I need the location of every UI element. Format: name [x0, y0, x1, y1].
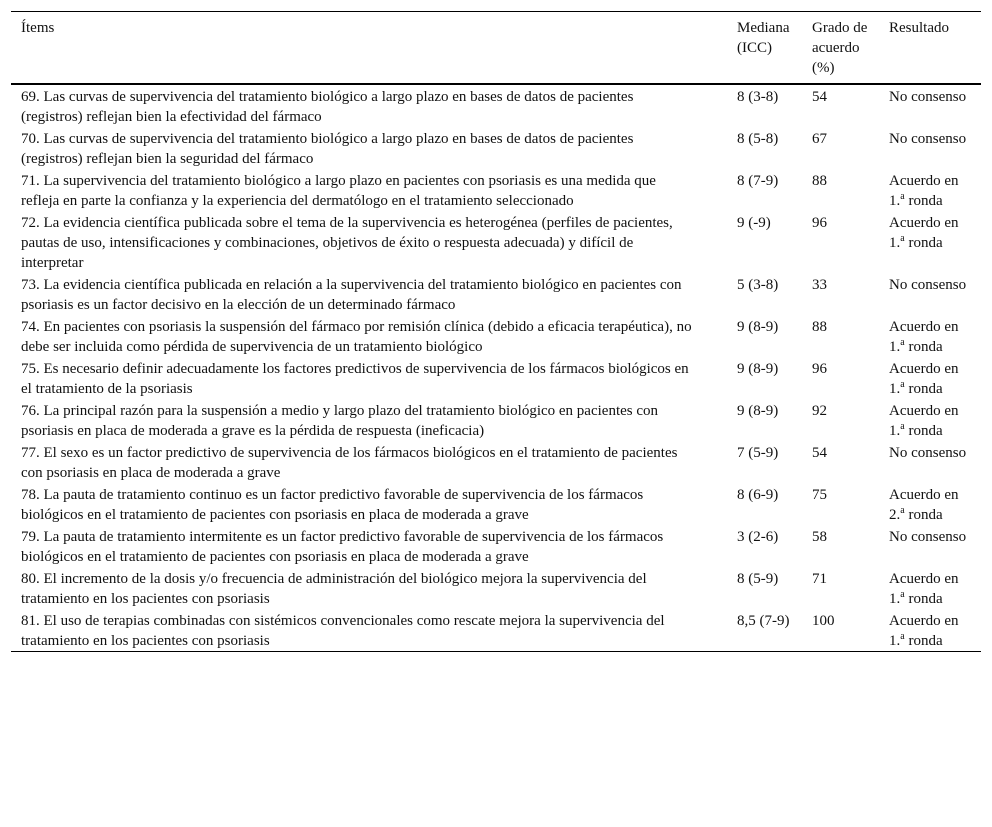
- resultado-tail: ronda: [904, 507, 943, 523]
- table-row: [11, 609, 981, 652]
- cell-resultado: [879, 399, 981, 441]
- ordinal-superscript: a: [900, 379, 905, 390]
- header-mediana: Mediana (ICC): [737, 20, 790, 56]
- table-header: [11, 12, 981, 85]
- cell-grado: 96: [812, 215, 827, 231]
- resultado-text: Acuerdo en 1.: [889, 571, 959, 607]
- table-row: [11, 357, 981, 399]
- cell-item: 74. En pacientes con psoriasis la suspensión del fármaco por remisión clínica (debido a eficacia terapéutica), no debe ser incluida como pérdida de supervivencia de un tratamiento biológico: [21, 319, 692, 355]
- table-row: [11, 315, 981, 357]
- cell-mediana: 8 (7-9): [737, 173, 779, 189]
- cell-resultado: [879, 483, 981, 525]
- resultado-tail: ronda: [904, 339, 943, 355]
- cell-resultado: [879, 127, 981, 169]
- resultado-text: No consenso: [889, 277, 967, 293]
- resultado-tail: ronda: [904, 381, 943, 397]
- resultado-text: No consenso: [889, 445, 967, 461]
- resultado-tail: ronda: [904, 591, 943, 607]
- cell-grado: 75: [812, 487, 827, 503]
- cell-item: 78. La pauta de tratamiento continuo es un factor predictivo favorable de supervivencia de los fármacos biológicos en el tratamiento de pacientes con psoriasis en placa de moderada a grave: [21, 487, 644, 523]
- ordinal-superscript: a: [900, 589, 905, 600]
- table-row: [11, 84, 981, 127]
- resultado-text: Acuerdo en 1.: [889, 403, 959, 439]
- cell-item: 71. La supervivencia del tratamiento biológico a largo plazo en pacientes con psoriasis es una medida que refleja en parte la confianza y la experiencia del dermatólogo en el tratamiento seleccionado: [21, 173, 656, 209]
- cell-grado: 96: [812, 361, 827, 377]
- cell-grado: 67: [812, 131, 827, 147]
- cell-grado: 71: [812, 571, 827, 587]
- cell-grado: 33: [812, 277, 827, 293]
- cell-mediana: 5 (3-8): [737, 277, 779, 293]
- cell-resultado: [879, 169, 981, 211]
- resultado-text: No consenso: [889, 131, 967, 147]
- resultado-text: Acuerdo en 1.: [889, 173, 959, 209]
- resultado-text: Acuerdo en 1.: [889, 215, 959, 251]
- cell-item: 76. La principal razón para la suspensión a medio y largo plazo del tratamiento biológico en pacientes con psoriasis en placa de moderada a grave es la pérdida de respuesta (ineficacia): [21, 403, 659, 439]
- header-grado: Grado de acuerdo (%): [812, 20, 868, 76]
- ordinal-superscript: a: [900, 631, 905, 642]
- cell-mediana: 7 (5-9): [737, 445, 779, 461]
- cell-grado: 100: [812, 613, 835, 629]
- cell-resultado: [879, 211, 981, 273]
- cell-mediana: 9 (8-9): [737, 319, 779, 335]
- ordinal-superscript: a: [900, 233, 905, 244]
- resultado-text: Acuerdo en 2.: [889, 487, 959, 523]
- resultado-tail: ronda: [904, 633, 943, 649]
- table-row: [11, 399, 981, 441]
- cell-item: 72. La evidencia científica publicada sobre el tema de la supervivencia es heterogénea (perfiles de pacientes, pautas de uso, intensificaciones y combinaciones, objetivos de éxito o respuesta adecuada) y difícil de interpretar: [21, 215, 673, 271]
- resultado-tail: ronda: [904, 235, 943, 251]
- header-row: [11, 12, 981, 85]
- cell-grado: 88: [812, 319, 827, 335]
- cell-resultado: [879, 315, 981, 357]
- cell-mediana: 8 (5-8): [737, 131, 779, 147]
- table-row: [11, 483, 981, 525]
- resultado-text: Acuerdo en 1.: [889, 613, 959, 649]
- cell-item: 75. Es necesario definir adecuadamente los factores predictivos de supervivencia de los fármacos biológicos en el tratamiento de la psoriasis: [21, 361, 689, 397]
- cell-mediana: 9 (-9): [737, 215, 771, 231]
- cell-grado: 54: [812, 89, 827, 105]
- cell-item: 77. El sexo es un factor predictivo de supervivencia de los fármacos biológicos en el tratamiento de pacientes con psoriasis en placa de moderada a grave: [21, 445, 678, 481]
- cell-mediana: 8,5 (7-9): [737, 613, 790, 629]
- cell-grado: 88: [812, 173, 827, 189]
- ordinal-superscript: a: [900, 191, 905, 202]
- cell-resultado: [879, 357, 981, 399]
- cell-resultado: [879, 567, 981, 609]
- cell-item: 69. Las curvas de supervivencia del tratamiento biológico a largo plazo en bases de datos de pacientes (registros) reflejan bien la efectividad del fármaco: [21, 89, 634, 125]
- header-resultado: Resultado: [889, 20, 949, 36]
- table-row: [11, 441, 981, 483]
- table-row: [11, 567, 981, 609]
- cell-resultado: [879, 609, 981, 652]
- cell-mediana: 3 (2-6): [737, 529, 779, 545]
- resultado-text: Acuerdo en 1.: [889, 319, 959, 355]
- ordinal-superscript: a: [900, 337, 905, 348]
- cell-resultado: [879, 525, 981, 567]
- consensus-table: [11, 11, 981, 652]
- ordinal-superscript: a: [900, 421, 905, 432]
- cell-item: 73. La evidencia científica publicada en relación a la supervivencia del tratamiento biológico en pacientes con psoriasis es un factor decisivo en la elección de un determinado fármaco: [21, 277, 682, 313]
- table-row: [11, 273, 981, 315]
- table-body: [11, 84, 981, 652]
- cell-resultado: [879, 84, 981, 127]
- resultado-text: No consenso: [889, 89, 967, 105]
- cell-mediana: 8 (6-9): [737, 487, 779, 503]
- table-row: [11, 127, 981, 169]
- ordinal-superscript: a: [900, 505, 905, 516]
- cell-item: 70. Las curvas de supervivencia del tratamiento biológico a largo plazo en bases de datos de pacientes (registros) reflejan bien la seguridad del fármaco: [21, 131, 634, 167]
- resultado-tail: ronda: [904, 423, 943, 439]
- cell-resultado: [879, 441, 981, 483]
- table-row: [11, 169, 981, 211]
- resultado-tail: ronda: [904, 193, 943, 209]
- cell-resultado: [879, 273, 981, 315]
- resultado-text: Acuerdo en 1.: [889, 361, 959, 397]
- resultado-text: No consenso: [889, 529, 967, 545]
- cell-grado: 54: [812, 445, 827, 461]
- cell-mediana: 9 (8-9): [737, 361, 779, 377]
- cell-mediana: 9 (8-9): [737, 403, 779, 419]
- cell-mediana: 8 (3-8): [737, 89, 779, 105]
- cell-item: 81. El uso de terapias combinadas con sistémicos convencionales como rescate mejora la supervivencia del tratamiento en los pacientes con psoriasis: [21, 613, 665, 649]
- cell-grado: 58: [812, 529, 827, 545]
- consensus-table-container: [11, 11, 981, 652]
- table-row: [11, 211, 981, 273]
- table-row: [11, 525, 981, 567]
- cell-mediana: 8 (5-9): [737, 571, 779, 587]
- header-items: Ítems: [21, 20, 55, 36]
- cell-grado: 92: [812, 403, 827, 419]
- cell-item: 79. La pauta de tratamiento intermitente es un factor predictivo favorable de supervivencia de los fármacos biológicos en el tratamiento de pacientes con psoriasis en placa de moderada a grave: [21, 529, 664, 565]
- cell-item: 80. El incremento de la dosis y/o frecuencia de administración del biológico mejora la supervivencia del tratamiento en los pacientes con psoriasis: [21, 571, 647, 607]
